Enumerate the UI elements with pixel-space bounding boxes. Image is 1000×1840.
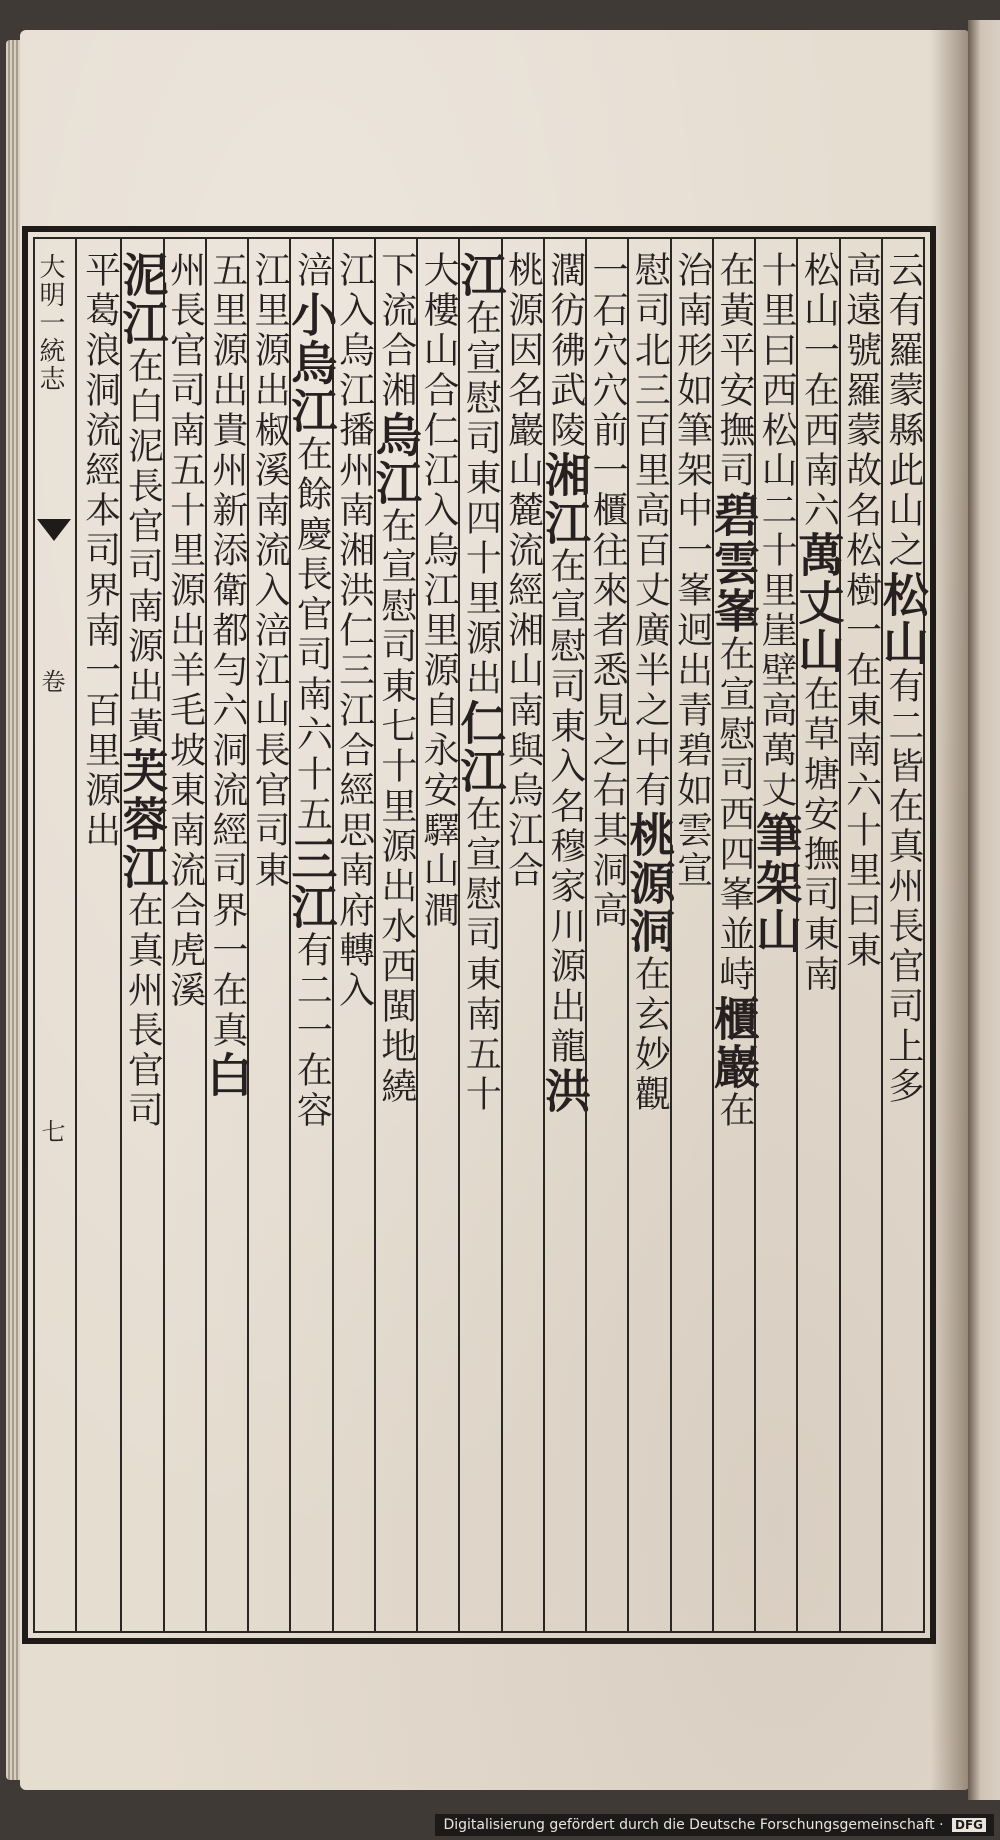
body-text: 在真州長官司 <box>122 891 164 1131</box>
body-text: 在宣慰司東四十里源出 <box>460 299 502 699</box>
column-text <box>368 251 423 1611</box>
column-text <box>199 251 254 1611</box>
column-text <box>749 251 804 1611</box>
heading-term: 櫃巖 <box>706 995 761 1091</box>
column-text <box>418 251 458 1611</box>
column-text <box>875 251 930 1611</box>
column-text <box>284 251 339 1611</box>
text-column <box>284 239 339 1631</box>
body-text: 中一峯迥出青碧如雲 <box>671 491 713 851</box>
heading-term: 洪 <box>537 1067 592 1115</box>
text-column <box>416 239 458 1631</box>
body-text: 一石穴穴前一櫃往來者悉見之 <box>587 251 629 771</box>
text-column <box>79 239 120 1631</box>
body-text: 在宣慰司東入名穆家川源出龍 <box>544 547 586 1067</box>
body-text: 松 <box>840 531 882 571</box>
heading-term: 芙蓉江 <box>115 747 170 891</box>
body-text: 在草塘安撫司東南 <box>798 675 840 995</box>
text-column <box>163 239 205 1631</box>
column-text <box>622 251 677 1611</box>
body-text: 山長官司東 <box>249 691 291 891</box>
body-text: 五里源出貴州新添衛都勻六洞流經司界一在真 <box>206 251 248 1051</box>
body-text: 松山一在西南六 <box>798 251 840 531</box>
body-text: 十里曰西松山 <box>756 251 798 491</box>
credit-text: Digitalisierung gefördert durch die Deutsche Forschungsgemeinschaft · <box>443 1817 944 1833</box>
heading-term: 湘江 <box>537 451 592 547</box>
body-text: 高遠號羅蒙故名 <box>840 251 882 531</box>
heading-term: 萬丈山 <box>791 531 846 675</box>
body-text: 濶彷彿武陵 <box>544 251 586 451</box>
body-text: 云有羅蒙縣此山之 <box>882 251 924 571</box>
text-column <box>791 239 846 1631</box>
body-text: 在宣慰司東南五十 <box>460 795 502 1115</box>
body-text: 在黃平安撫司 <box>713 251 755 491</box>
fish-tail-mark <box>37 519 71 541</box>
column-text <box>453 251 508 1611</box>
body-text: 在白泥長官司南源出黃 <box>122 347 164 747</box>
column-text <box>115 251 170 1611</box>
text-column <box>115 239 170 1631</box>
heading-term: 三江 <box>284 835 339 931</box>
heading-term: 碧雲峯 <box>706 491 761 635</box>
body-text: 在玄妙觀 <box>629 955 671 1115</box>
text-column <box>670 239 712 1631</box>
body-text: 平葛浪洞流經本司界 <box>79 251 121 611</box>
body-text: 治南形如筆架 <box>671 251 713 491</box>
text-column <box>839 239 881 1631</box>
banxin-page-number: 七 <box>37 1119 65 1143</box>
heading-term: 江 <box>453 251 508 299</box>
text-column <box>199 239 254 1631</box>
body-text: 在 <box>713 1091 755 1131</box>
column-text <box>706 251 761 1611</box>
body-text: 在餘慶長官司南六十五 <box>291 435 333 835</box>
body-text: 宣 <box>671 851 713 891</box>
text-column <box>247 239 289 1631</box>
text-column <box>332 239 374 1631</box>
body-text: 里源自永安驛山澗 <box>418 611 460 931</box>
body-text: 巖山麓流經湘山南與烏江合 <box>502 411 544 891</box>
heading-term: 烏江 <box>368 411 423 507</box>
text-frame-inner <box>33 237 930 1633</box>
body-text: 在宣慰司東七十里源出水西閩地繞 <box>375 507 417 1107</box>
body-text: 涪 <box>291 251 333 291</box>
text-column <box>585 239 627 1631</box>
body-text: 二十里崖壁高萬丈 <box>756 491 798 811</box>
body-text: 下流合湘 <box>375 251 417 411</box>
body-text: 在宣慰司西四峯並峙 <box>713 635 755 995</box>
body-text: 右其洞高 <box>587 771 629 931</box>
body-text: 桃源因名 <box>502 251 544 411</box>
body-text: 大樓山合仁江入烏江 <box>418 251 460 611</box>
text-column <box>368 239 423 1631</box>
body-text: 播州南湘洪仁三江合經思南府轉入 <box>333 411 375 1011</box>
dfg-logo: DFG <box>952 1818 986 1832</box>
body-text: 有二一在容 <box>291 931 333 1131</box>
banxin-juan: 卷 <box>37 669 65 693</box>
heading-term: 小烏江 <box>284 291 339 435</box>
heading-term: 筆架山 <box>749 811 804 955</box>
body-text: 里源出椒溪南流入涪江 <box>249 291 291 691</box>
heading-term: 桃源洞 <box>622 811 677 955</box>
column-text <box>587 251 627 1611</box>
text-column <box>706 239 761 1631</box>
column-text <box>503 251 543 1611</box>
heading-term: 白 <box>199 1051 254 1099</box>
heading-term: 松山 <box>875 571 930 667</box>
body-text: 慰司北三百里高百丈廣半之中有 <box>629 251 671 811</box>
body-text: 有二皆在真州長官司上多 <box>882 667 924 1107</box>
body-text: 江 <box>249 251 291 291</box>
text-column <box>622 239 677 1631</box>
heading-term: 仁江 <box>453 699 508 795</box>
body-text: 南一百里源出 <box>79 611 121 851</box>
text-column <box>749 239 804 1631</box>
column-text <box>841 251 881 1611</box>
text-frame <box>22 226 936 1644</box>
text-column <box>453 239 508 1631</box>
column-text <box>334 251 374 1611</box>
text-column <box>537 239 592 1631</box>
column-text <box>249 251 289 1611</box>
spine-shadow <box>930 30 970 1790</box>
column-text <box>672 251 712 1611</box>
text-column <box>501 239 543 1631</box>
banxin-title: 大明一統志 <box>35 253 65 393</box>
body-text: 州長官司南五十里源出羊毛坡東南流合虎溪 <box>164 251 206 1011</box>
heading-term: 泥江 <box>115 251 170 347</box>
banxin-strip <box>35 239 77 1631</box>
body-text: 江入烏江 <box>333 251 375 411</box>
digitization-credit <box>435 1814 994 1836</box>
column-text <box>537 251 592 1611</box>
text-columns <box>79 239 930 1631</box>
column-text <box>791 251 846 1611</box>
facing-page-edge <box>968 20 1000 1800</box>
column-text <box>165 251 205 1611</box>
column-text <box>80 251 120 1611</box>
body-text: 樹一在東南六十里曰東 <box>840 571 882 971</box>
text-column <box>875 239 930 1631</box>
